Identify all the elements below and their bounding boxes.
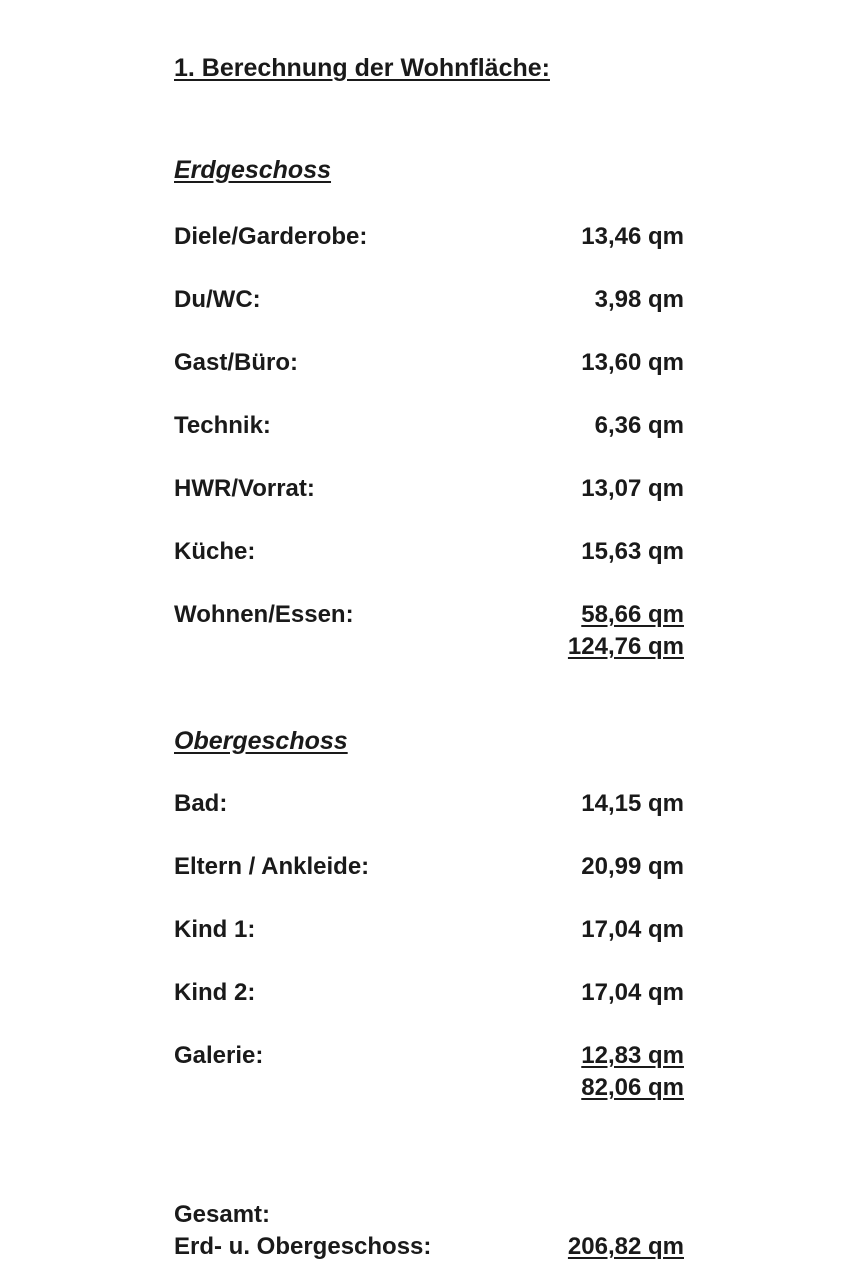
- page-title: 1. Berechnung der Wohnfläche:: [174, 54, 550, 82]
- room-area-hwr-vorrat: 13,07 qm: [581, 475, 684, 502]
- room-area-technik: 6,36 qm: [594, 412, 684, 439]
- room-area-bad: 14,15 qm: [581, 790, 684, 817]
- room-area-kind-1: 17,04 qm: [581, 916, 684, 943]
- room-label-technik: Technik:: [174, 412, 271, 439]
- section-heading-obergeschoss: Obergeschoss: [174, 727, 348, 755]
- room-label-wohnen-essen: Wohnen/Essen:: [174, 601, 354, 628]
- room-label-bad: Bad:: [174, 790, 228, 817]
- room-label-kueche: Küche:: [174, 538, 256, 565]
- room-area-diele-garderobe: 13,46 qm: [581, 223, 684, 250]
- room-label-eltern-ankleide: Eltern / Ankleide:: [174, 853, 370, 880]
- room-area-galerie: 12,83 qm: [581, 1042, 684, 1069]
- total-label-line2: Erd- u. Obergeschoss:: [174, 1233, 432, 1260]
- obergeschoss-subtotal: 82,06 qm: [581, 1074, 684, 1101]
- room-label-hwr-vorrat: HWR/Vorrat:: [174, 475, 315, 502]
- total-area: 206,82 qm: [567, 1233, 684, 1260]
- room-area-gast-buero: 13,60 qm: [581, 349, 684, 376]
- room-area-wohnen-essen: 58,66 qm: [581, 601, 684, 628]
- erdgeschoss-subtotal: 124,76 qm: [567, 633, 684, 660]
- room-label-gast-buero: Gast/Büro:: [174, 349, 299, 376]
- room-label-diele-garderobe: Diele/Garderobe:: [174, 223, 368, 250]
- section-heading-erdgeschoss: Erdgeschoss: [174, 156, 332, 184]
- room-area-kueche: 15,63 qm: [581, 538, 684, 565]
- total-label-line1: Gesamt:: [174, 1201, 271, 1228]
- room-area-kind-2: 17,04 qm: [581, 979, 684, 1006]
- room-area-eltern-ankleide: 20,99 qm: [581, 853, 684, 880]
- room-label-du-wc: Du/WC:: [174, 286, 261, 313]
- room-label-kind-2: Kind 2:: [174, 979, 256, 1006]
- room-label-kind-1: Kind 1:: [174, 916, 256, 943]
- room-label-galerie: Galerie:: [174, 1042, 264, 1069]
- room-area-du-wc: 3,98 qm: [594, 286, 684, 313]
